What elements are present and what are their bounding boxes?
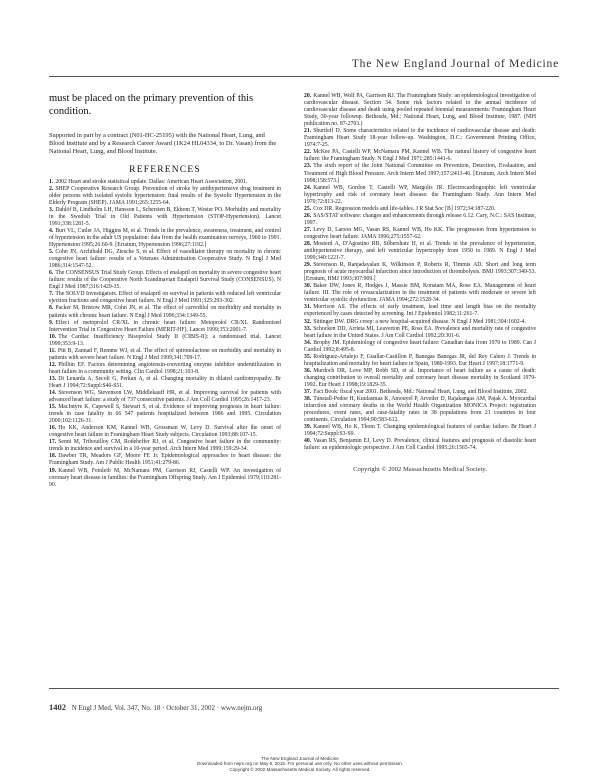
reference-item xyxy=(49,207,281,228)
reference-item xyxy=(49,376,281,390)
reference-item xyxy=(49,404,281,425)
reference-text: Tunstall-Pedoe H, Kuulasmaa K, Amouyel P, Arveiler D, Rajakangas AM, Pajak A. Myocardial infarction and coronary deaths in the World Health Organization MONICA Project: registration procedures, event rates, and case-fatality rates in 38 populations from 21 countries in four continents. Circulation 1994;90:583-612. xyxy=(304,396,536,424)
reference-item xyxy=(49,425,281,439)
reference-number: 4. xyxy=(49,227,54,234)
reference-item xyxy=(304,227,536,241)
reference-text: Morrison AS. The effects of early treatment, lead time and length bias on the mortality experienced by cases detected by screening. Int J Epidemiol 1982;11:261-7. xyxy=(304,304,536,318)
reference-text: The SOLVD Investigators. Effect of enalapril on survival in patients with reduced left ventricular ejection fractions and congestive heart failure. N Engl J Med 1991;325:293-302. xyxy=(49,291,281,305)
download-note xyxy=(0,756,600,772)
reference-number: 27. xyxy=(304,226,312,233)
reference-text: Kannel WB, Ho K, Thom T. Changing epidemiological features of cardiac failure. Br Heart J 1994;72:Suppl:S3-S9. xyxy=(304,424,536,438)
copyright-notice: Copyright © 2002 Massachusetts Medical Society. xyxy=(353,466,487,474)
reference-text: Effect of metoprolol CR/XL in chronic heart failure: Metoprolol CR/XL Randomised Intervention Trial in Congestive Heart Failure (MERIT-HF). Lancet 1999;353:2001-7. xyxy=(49,319,281,333)
reference-text: Vasan RS, Benjamin EJ, Levy D. Prevalence, clinical features and prognosis of diastolic heart failure: an epidemiologic perspective. J Am Coll Cardiol 1995;26:1565-74. xyxy=(304,438,536,452)
reference-number: 9. xyxy=(49,319,54,326)
reference-text: Dahlöf B, Lindholm LH, Hansson L, Schersten B, Ekbom T, Wester PO. Morbidity and mortality in the Swedish Trial in Old Patients with Hypertension (STOP-Hypertension). Lancet 1991;338:1281-5. xyxy=(49,206,281,227)
reference-item xyxy=(304,396,536,424)
reference-text: Packer M, Bristow MR, Cohn JN, et al. The effect of carvedilol on morbidity and mortality in patients with chronic heart failure. N Engl J Med 1996;334:1349-55. xyxy=(49,305,281,319)
reference-item xyxy=(304,185,536,206)
reference-item xyxy=(304,424,536,438)
reference-text: Brophy JM. Epidemiology of congestive heart failure: Canadian data from 1970 to 1989. Can J Cardiol 1992;8:495-8. xyxy=(304,339,536,353)
reference-item xyxy=(304,438,536,452)
journal-title: The New England Journal of Medicine xyxy=(351,58,559,70)
reference-number: 13. xyxy=(49,375,57,382)
page-number: 1402 xyxy=(49,702,66,712)
reference-number: 28. xyxy=(304,240,312,247)
reference-number: 16. xyxy=(49,425,57,432)
reference-number: 37. xyxy=(304,388,312,395)
reference-text: Burt VL, Cutler JA, Higgins M, et al. Trends in the prevalence, awareness, treatment, and control of hypertension in the adult US population: data from the health examination surveys, 1960 to 1991. Hypertension 1995;26:60-9. [Erratum, Hypertension 1996;27:1192.] xyxy=(49,227,281,249)
reference-text: Shurtleff D. Some characteristics related to the incidence of cardiovascular disease and death: Framingham Heart Study 18-year follow-up. Washington, D.C.: Government Printing Office, 1974:7-25. xyxy=(304,128,536,149)
reference-number: 10. xyxy=(49,333,57,340)
download-note-copyright: Copyright © 2002 Massachusetts Medical Society. All rights reserved. xyxy=(229,766,371,772)
reference-text: Schocken DD, Arrieta MI, Leaverton PE, Ross EA. Prevalence and mortality rate of congestive heart failure in the United States. J Am Coll Cardiol 1992;20:301-6. xyxy=(304,325,536,339)
reference-item xyxy=(304,163,536,184)
reference-item xyxy=(49,305,281,319)
reference-text: Cox DR. Regression models and life-tables. J R Stat Soc [B] 1972;34:187-220. xyxy=(313,205,496,212)
reference-text: Fact Book: fiscal year 2001. Bethesda, Md.: National Heart, Lung, and Blood Institute, 2002. xyxy=(313,388,528,395)
reference-number: 7. xyxy=(49,291,54,298)
reference-text: The Cardiac Insufficiency Bisoprolol Study II (CIBIS-II): a randomised trial. Lancet 1999;353:9-13. xyxy=(49,333,281,347)
reference-number: 1. xyxy=(49,178,54,185)
download-note-terms: Downloaded from nejm.org on May 6, 2015. For personal use only. No other uses without permission. xyxy=(196,761,404,767)
reference-item xyxy=(49,362,281,376)
reference-number: 34. xyxy=(304,339,312,346)
reference-item xyxy=(304,206,536,213)
reference-number: 17. xyxy=(49,439,57,446)
reference-text: Sittinger DW. DRG creep: a new hospital-acquired disease. N Engl J Med 1981;304:1602-4. xyxy=(313,318,526,325)
reference-number: 32. xyxy=(304,318,312,325)
header-rule xyxy=(49,76,559,77)
reference-item xyxy=(304,213,536,227)
footer-citation: N Engl J Med, Vol. 347, No. 18 · October 31, 2002 · www.nejm.org xyxy=(71,704,263,712)
reference-item xyxy=(304,319,536,326)
reference-number: 40. xyxy=(304,438,312,445)
reference-text: Murdoch DR, Love MP, Robb SD, et al. Importance of heart failure as a cause of death: changing contribution to overall mortality and coronary heart disease mortality in Scotland 1979-1992. Eur Heart J 1998;19:1829-35. xyxy=(304,367,536,388)
reference-list-right xyxy=(304,93,536,452)
reference-text: Levy D, Larson MG, Vasan RS, Kannel WB, Ho KK. The progression from hypertension to congestive heart failure. JAMA 1996;275:1557-62. xyxy=(304,226,536,240)
reference-number: 23. xyxy=(304,163,312,170)
reference-number: 35. xyxy=(304,353,312,360)
reference-item xyxy=(49,228,281,249)
reference-number: 11. xyxy=(49,347,56,354)
reference-number: 33. xyxy=(304,325,312,332)
reference-item xyxy=(304,389,536,396)
reference-number: 36. xyxy=(304,367,312,374)
reference-item xyxy=(304,340,536,354)
reference-item xyxy=(304,368,536,389)
reference-number: 39. xyxy=(304,424,312,431)
reference-item xyxy=(49,179,281,186)
reference-text: SHEP Cooperative Research Group. Prevention of stroke by antihypertensive drug treatment in older persons with isolated systolic hypertension: final results of the Systolic Hypertension in the Elderly Program (SHEP). JAMA 1991;265:3255-64. xyxy=(49,185,281,206)
reference-text: Pitt B, Zannad F, Remme WJ, et al. The effect of spironolactone on morbidity and mortality in patients with severe heart failure. N Engl J Med 1999;341:709-17. xyxy=(49,347,281,361)
reference-text: Stevenson R, Ranjadayalan K, Wilkinson P, Roberts R, Timmis AD. Short and long term prognosis of acute myocardial infarction since introduction of thrombolysis. BMJ 1993;307:349-53. [Erratum, BMJ 1993;307:909.] xyxy=(304,262,536,283)
reference-text: The CONSENSUS Trial Study Group. Effects of enalapril on mortality in severe congestive heart failure: results of the Cooperative North Scandinavian Enalapril Survival Study (CONSENSUS). N Engl J Med 1987;316:1429-35. xyxy=(49,270,281,291)
reference-text: Kannel WB, Feinleib M, McNamara PM, Garrison RJ, Castelli WP. An investigation of coronary heart disease in families: the Framingham Offspring Study. Am J Epidemiol 1979;110:281-90. xyxy=(49,467,281,488)
lead-text: must be placed on the primary prevention of this condition. xyxy=(49,93,254,117)
reference-text: Baker DW, Jones R, Hodges J, Massie BM, Konstam MA, Rose EA. Management of heart failure. III. The role of revascularization in the treatment of patients with moderate or severe left ventricular systolic dysfunction. JAMA 1994;272:1528-34. xyxy=(304,283,536,304)
reference-item xyxy=(49,320,281,334)
reference-item xyxy=(49,270,281,291)
reference-number: 20. xyxy=(304,93,312,99)
reference-text: Dawber TR, Meadors GF, Moore FE Jr. Epidemiological approaches to heart disease: the Framingham Study. Am J Public Health 1951;41:279-86. xyxy=(49,453,281,467)
references-heading: REFERENCES xyxy=(129,164,201,175)
reference-item xyxy=(304,93,536,128)
right-column xyxy=(304,93,536,473)
reference-number: 6. xyxy=(49,270,54,277)
reference-item xyxy=(49,186,281,207)
support-statement: Supported in part by a contract (N01-HC-25195) with the National Heart, Lung, and Blood Institute and by a Research Career Award (1K24 HL04334, to Dr. Vasan) from the National Heart, Lung, and Blood Institute. xyxy=(49,132,277,156)
reference-text: Kannel WB, Gordon T, Castelli WP, Margolis JR. Electrocardiographic left ventricular hypertrophy and risk of coronary heart disease: the Framingham Study. Ann Intern Med 1970;72:813-22. xyxy=(304,184,536,205)
reference-number: 3. xyxy=(49,206,54,213)
reference-text: SAS/STAT software: changes and enhancements through release 6.12. Cary, N.C.: SAS Institute, 1997. xyxy=(304,212,536,226)
reference-item xyxy=(304,128,536,149)
reference-number: 21. xyxy=(304,128,312,135)
reference-number: 30. xyxy=(304,283,312,290)
reference-item xyxy=(304,241,536,262)
reference-item xyxy=(49,348,281,362)
reference-number: 2. xyxy=(49,185,54,192)
reference-text: Rodriguez-Artalejo F, Guallar-Castillon P, Banegas Banegas JR, del Rey Calero J. Trends in hospitalization and mortality for heart failure in Spain, 1980-1993. Eur Heart J 1997;18:1771-9. xyxy=(304,353,536,367)
reference-item xyxy=(304,354,536,368)
reference-text: Stevenson WG, Stevenson LW, Middlekauff HR, et al. Improving survival for patients with advanced heart failure: a study of 737 consecutive patients. J Am Coll Cardiol 1995;26:1417-23. xyxy=(49,390,281,404)
reference-text: Di Lenarda A, Secoli G, Perkan A, et al. Changing mortality in dilated cardiomyopathy. Br Heart J 1994;72:Suppl:S46-S51. xyxy=(49,375,281,389)
reference-text: Mosterd A, D'Agostino RB, Silbershatz H, et al. Trends in the prevalence of hypertension, antihypertensive therapy, and left ventricular hypertrophy from 1950 to 1989. N Engl J Med 1999;340:1221-7. xyxy=(304,240,536,262)
reference-text: Cohn JN, Archibald DG, Ziesche S, et al. Effect of vasodilator therapy on mortality in chronic congestive heart failure: results of a Veterans Administration Cooperative Study. N Engl J Med 1986;314:1547-52. xyxy=(49,249,281,270)
reference-number: 14. xyxy=(49,390,57,397)
reference-text: Ho KK, Anderson KM, Kannel WB, Grossman W, Levy D. Survival after the onset of congestive heart failure in Framingham Heart Study subjects. Circulation 1993;88:107-15. xyxy=(49,425,281,439)
reference-number: 38. xyxy=(304,396,312,403)
reference-item xyxy=(49,453,281,467)
page-footer xyxy=(49,702,262,712)
reference-item xyxy=(49,468,281,489)
reference-number: 18. xyxy=(49,453,57,460)
reference-number: 5. xyxy=(49,249,54,256)
reference-item xyxy=(49,334,281,348)
reference-number: 24. xyxy=(304,184,312,191)
reference-number: 15. xyxy=(49,404,57,411)
reference-text: 2002 Heart and stroke statistical update. Dallas: American Heart Association, 2001. xyxy=(55,178,248,185)
reference-text: McKee PA, Castelli WP, McNamara PM, Kannel WB. The natural history of congestive heart failure: the Framingham Study. N Engl J Med 1971;285:1441-6. xyxy=(304,149,536,163)
reference-item xyxy=(49,249,281,270)
reference-number: 26. xyxy=(304,212,312,219)
reference-item xyxy=(304,304,536,318)
reference-text: Philbin EF. Factors determining angiotensin-converting enzyme inhibitor underutilization in heart failure in a community setting. Clin Cardiol 1998;21:103-8. xyxy=(49,361,281,375)
reference-item xyxy=(49,291,281,305)
reference-text: Senni M, Tribouilloy CM, Rodeheffer RJ, et al. Congestive heart failure in the community: trends in incidence and survival in a 10-year period. Arch Intern Med 1999;159:29-34. xyxy=(49,439,281,453)
reference-number: 8. xyxy=(49,305,54,312)
reference-item xyxy=(304,262,536,283)
footer-rule xyxy=(49,688,559,689)
reference-item xyxy=(304,149,536,163)
reference-number: 12. xyxy=(49,361,57,368)
download-note-journal: The New England Journal of Medicine xyxy=(261,756,339,761)
left-column xyxy=(49,93,281,489)
reference-text: Kannel WB, Wolf PA, Garrison RJ. The Framingham Study: an epidemiological investigation of cardiovascular disease. Section 34. Some risk factors related to the annual incidence of cardiovascular disease and death using pooled repeated biennial measurements: Framingham Heart Study, 30-year followup. Bethesda, Md.: National Heart, Lung, and Blood Institute, 1987. (NIH publication no. 87-2703.) xyxy=(304,93,536,128)
reference-item xyxy=(49,439,281,453)
reference-list-left xyxy=(49,179,281,489)
reference-number: 19. xyxy=(49,467,57,474)
reference-text: MacIntyre K, Capewell S, Stewart S, et al. Evidence of improving prognosis in heart failure: trends in case fatality in 66 547 patients hospitalized between 1986 and 1995. Circulation 2000;102:1126-31. xyxy=(49,404,281,425)
reference-item xyxy=(49,390,281,404)
reference-number: 22. xyxy=(304,149,312,156)
reference-text: The sixth report of the Joint National Committee on Prevention, Detection, Evaluation, and Treatment of High Blood Pressure. Arch Intern Med 1997;157:2413-46. [Erratum, Arch Intern Med 1998;158:573.] xyxy=(304,163,536,184)
reference-number: 31. xyxy=(304,304,312,311)
reference-item xyxy=(304,283,536,304)
reference-item xyxy=(304,326,536,340)
reference-number: 29. xyxy=(304,262,312,269)
reference-number: 25. xyxy=(304,205,312,212)
